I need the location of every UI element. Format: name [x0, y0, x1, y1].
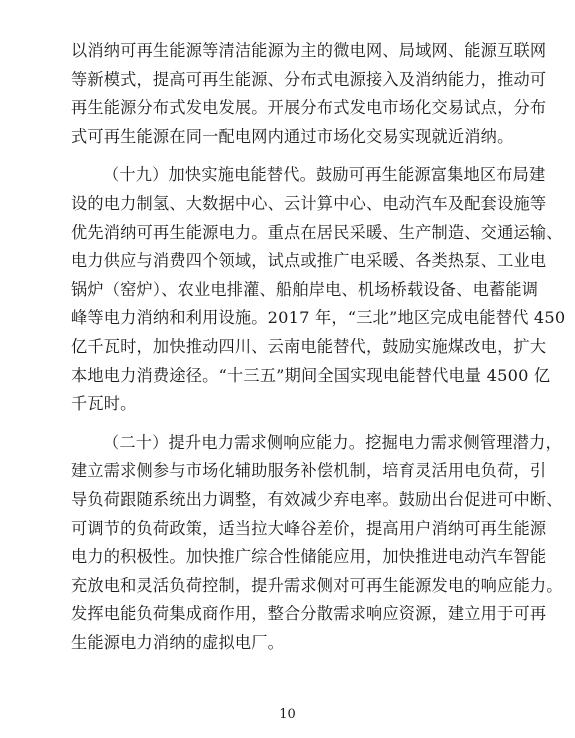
text-line: 本地电力消费途径。“十三五”期间全国实现电能替代电量 4500 亿	[71, 365, 551, 385]
text-line: 千瓦时。	[71, 394, 137, 414]
text-line: 电力供应与消费四个领域，试点或推广电采暖、各类热泵、工业电	[71, 251, 547, 271]
section-heading-20: （二十）提升电力需求侧响应能力。挖掘电力需求侧管理潜力，	[103, 432, 562, 452]
text-line: 发挥电能负荷集成商作用，整合分散需求响应资源，建立用于可再	[71, 604, 547, 624]
text-line: 设的电力制氢、大数据中心、云计算中心、电动汽车及配套设施等	[71, 194, 547, 213]
text-line: 建立需求侧参与市场化辅助服务补偿机制，培育灵活用电负荷，引	[71, 461, 547, 481]
text-line: 生能源电力消纳的虚拟电厂。	[71, 633, 285, 652]
text-line: 可调节的负荷政策，适当拉大峰谷差价，提高用户消纳可再生能源	[71, 518, 547, 538]
text-line: 峰等电力消纳和利用设施。2017 年，“三北”地区完成电能替代 450	[71, 308, 566, 328]
page-number: 10	[279, 707, 296, 722]
text-line: 再生能源分布式发电发展。开展分布式发电市场化交易试点，分布	[71, 98, 547, 118]
text-line: 导负荷跟随系统出力调整，有效减少弃电率。鼓励出台促进可中断、	[71, 490, 563, 509]
text-line: 锅炉（窑炉）、农业电排灌、船舶岸电、机场桥载设备、电蓄能调	[71, 279, 539, 299]
text-line: 电力的积极性。加快推广综合性储能应用，加快推进电动汽车智能	[71, 547, 547, 567]
text-line: 以消纳可再生能源等清洁能源为主的微电网、局域网、能源互联网	[71, 41, 547, 60]
text-line: 亿千瓦时，加快推动四川、云南电能替代，鼓励实施煤改电，扩大	[71, 337, 547, 356]
section-heading-19: （十九）加快实施电能替代。鼓励可再生能源富集地区布局建	[103, 165, 546, 185]
text-line: 充放电和灵活负荷控制，提升需求侧对可再生能源发电的响应能力。	[71, 575, 563, 595]
text-line: 等新模式，提高可再生能源、分布式电源接入及消纳能力，推动可	[71, 69, 547, 89]
text-line: 优先消纳可再生能源电力。重点在居民采暖、生产制造、交通运输、	[71, 222, 563, 242]
text-line: 式可再生能源在同一配电网内通过市场化交易实现就近消纳。	[71, 126, 514, 146]
